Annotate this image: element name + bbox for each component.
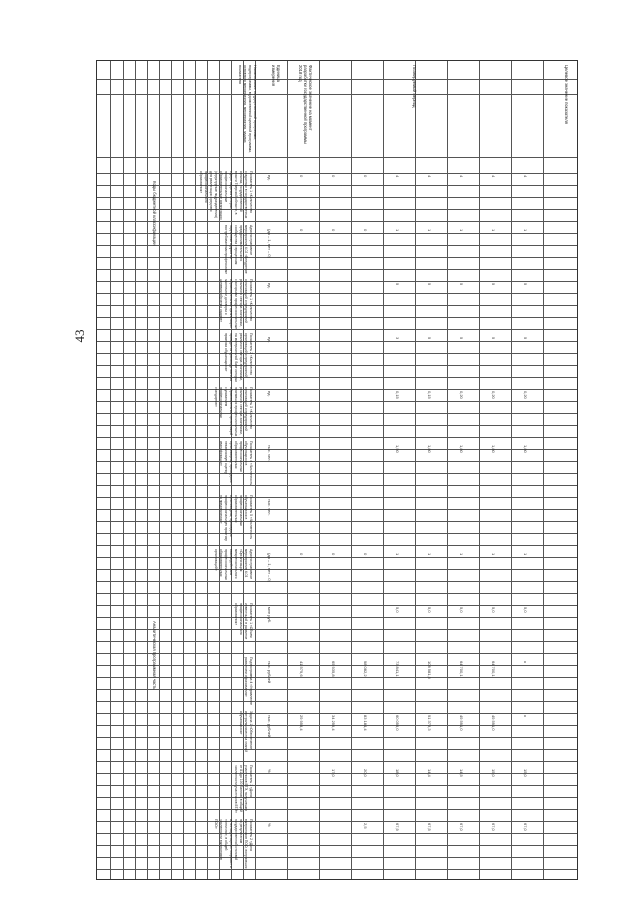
table-cell: 83 184,4 — [363, 715, 368, 731]
table-cell: 0 — [299, 229, 304, 232]
table-cell: 0 — [299, 175, 304, 178]
table-cell: тыс. чел. — [267, 499, 272, 516]
row-name: Показатель 2 «Доля выпускников ПОО, получивших по результатам государственной итоговой аттестации оценки «хорошо» и «отлично», в общей численности выпускников ПОО» — [214, 819, 253, 869]
row-name: Показатель 4 «Численность обучающихся в профессиональных образовательных организациях, прошедших независимую оценку квалификации» — [219, 441, 253, 486]
row-name: Показатель 3 «Количество организаций и предприятий реального сектора экономики, принявших профессиональных образовательных организаций с указанием профессиональных стандартов» — [214, 387, 253, 437]
table-cell: 14,5 — [459, 769, 464, 777]
table-cell: 5 — [523, 283, 528, 286]
table-cell: 20,0 — [363, 769, 368, 777]
table-cell: 108 581,5 — [427, 661, 432, 679]
table-cell: 34 259,4 — [331, 715, 336, 731]
table-cell: х — [523, 661, 528, 663]
table-cell: 29 958,4 — [299, 715, 304, 731]
table-cell: 67,5 — [427, 823, 432, 831]
table-cell: 0 — [363, 229, 368, 232]
table-cell: 0,20 — [523, 391, 528, 399]
table-cell: 1 — [523, 229, 528, 232]
table-cell: 15,0 — [491, 769, 496, 777]
table-cell: 4 — [523, 175, 528, 178]
rotated-table — [96, 60, 578, 880]
table-cell: 1 — [459, 229, 464, 232]
header-plan: Планируемый период — [412, 65, 417, 108]
row-name: Показатель 2 «Количество организаций и предприятий реального сектора экономики, на материальной базе которых проводится производственная практика обучающихся» — [224, 333, 253, 383]
table-cell: 0,20 — [459, 391, 464, 399]
table-cell: 65 935,8 — [331, 661, 336, 677]
table-cell: 1 — [427, 553, 432, 556]
header-analytical: Аналитическая программная часть — [152, 621, 157, 690]
table-cell: 1,80 — [523, 445, 528, 453]
table-cell: ед. — [267, 175, 272, 181]
table-cell: % — [267, 823, 272, 827]
table-cell: 67,9 — [395, 823, 400, 831]
table-cell: 5,0 — [395, 607, 400, 613]
table-cell: 1 — [491, 229, 496, 232]
header-unit: Единица измерения — [271, 65, 281, 87]
table-cell: 4 — [459, 175, 464, 178]
table-cell: 5,0 — [523, 607, 528, 613]
table-cell: ед. — [267, 337, 272, 343]
table-cell: % — [267, 769, 272, 773]
table-cell: 73 841,1 — [395, 661, 400, 677]
table-cell: млн руб. — [267, 607, 272, 624]
table-cell: 5 — [459, 337, 464, 340]
header-budget-codes: Коды бюджетной классификации — [152, 181, 157, 246]
row-name: Показатель 1 «Объем инвестиций в развитие профессионального образования» — [234, 603, 253, 640]
table-cell: 1 — [459, 553, 464, 556]
table-cell: 5,0 — [427, 607, 432, 613]
table-cell: 1 — [491, 553, 496, 556]
table-cell: 5,0 — [459, 607, 464, 613]
table-cell: 0,20 — [491, 391, 496, 399]
table-cell: 1,80 — [427, 445, 432, 453]
table-cell: (да – 1, нет – 0) — [267, 229, 272, 258]
table-cell: 1 — [427, 229, 432, 232]
table-cell: тыс. рублей — [267, 661, 272, 684]
table-cell: 49 591,0 — [491, 715, 496, 731]
table-cell: 5 — [491, 337, 496, 340]
table-cell: 5 — [491, 283, 496, 286]
table-cell: 0 — [331, 175, 336, 178]
table-cell: 1,50 — [395, 445, 400, 453]
table-cell: 0 — [363, 553, 368, 556]
table-cell: 5 — [427, 283, 432, 286]
row-name: Показатель 1 «Количество организаций и предприятий реального сектора экономики, с которыми профессиональные образовательные организации заключили договоры о целевом обучении кадров» — [219, 279, 253, 330]
table-cell: 1 — [395, 229, 400, 232]
table-cell: 5 — [459, 283, 464, 286]
header-actual: Фактическое значение на момент разработки государственной программы 2018 год — [298, 65, 313, 144]
table-cell: 3 — [395, 337, 400, 340]
table-cell: 1,80 — [459, 445, 464, 453]
table-cell: ед. — [267, 391, 272, 397]
table-cell: 5,0 — [491, 607, 496, 613]
table-cell: 67,0 — [459, 823, 464, 831]
table-cell: 1 — [523, 553, 528, 556]
table-cell: 0 — [331, 229, 336, 232]
row-name: Подпрограмма 4 «Управление развитием образования» — [244, 657, 253, 705]
table-cell: ед. — [267, 283, 272, 289]
table-cell: 0 — [363, 175, 368, 178]
table-cell: 4 — [427, 175, 432, 178]
table-cell: 67,0 — [523, 823, 528, 831]
table-cell: 5 — [395, 283, 400, 286]
table-cell: 49 591,0 — [459, 715, 464, 731]
table-cell: 2,5 — [363, 823, 368, 829]
table-cell: тыс. рублей — [267, 715, 272, 738]
table-cell: 5 — [427, 337, 432, 340]
table-cell: 15,0 — [523, 769, 528, 777]
table-cell: 0,15 — [395, 391, 400, 399]
table-cell: (да – 1, нет – 0) — [267, 553, 272, 582]
header-target: Целевое значение показателя — [564, 65, 569, 124]
page-number: 43 — [72, 329, 87, 343]
table-cell: 14,4 — [427, 769, 432, 777]
table-cell: 1 — [395, 553, 400, 556]
table-cell: 98 082,2 — [363, 661, 368, 677]
table-cell: тыс. чел. — [267, 445, 272, 462]
table-cell: 4 — [491, 175, 496, 178]
table-cell: 17,0 — [331, 769, 336, 777]
table-cell: 0,15 — [427, 391, 432, 399]
table-cell: 5 — [523, 337, 528, 340]
table-cell: 60 056,0 — [395, 715, 400, 731]
table-cell: 1,80 — [491, 445, 496, 453]
table-cell: 41 579,6 — [299, 661, 304, 677]
table-cell: 18,0 — [395, 769, 400, 777]
row-name: Показатель 1 «Доля участников ЕГЭ, получивших от 81 до 100 баллов, в общей численности участников ЕГЭ» — [234, 765, 253, 813]
header-name-col: Наименование государственной программы, подпрограммы, ведомственной целевой программы, основного мероприятия, мероприятия, задачи, показателя — [238, 65, 257, 154]
table-cell: 64 700,1 — [459, 661, 464, 677]
row-name: Показатель 1 «Количество созданных в государственных органах, государственной власти Тверской области, в сфере ведения которых профессиональные образовательные организации (структурные подразделения) для реализации среднего профессионального образования» — [199, 171, 253, 220]
row-name: Показатель 5 «Численность обучающихся в профессиональных образовательных организациях, прошедших профессиональную практику на предприятиях» — [219, 495, 253, 541]
table-cell: 91 373,3 — [427, 715, 432, 731]
table-cell: 67,0 — [491, 823, 496, 831]
table-cell: х — [523, 715, 528, 717]
row-name: Административное мероприятие 4.03 «Организация межрегионального взаимодействия профессиональных образовательных организаций» — [214, 549, 253, 580]
row-name: Задача 1 «Обеспечение контроля качества знаний обучающихся» — [239, 711, 253, 753]
table-cell: 0 — [331, 553, 336, 556]
table-cell: 4 — [395, 175, 400, 178]
row-name: Административное мероприятие 4.02 «Внедрение предпринимательского сообщества к процессам подготовки кадров по востребованным профессиям» — [224, 225, 253, 275]
table-cell: 64 700,1 — [491, 661, 496, 677]
table-cell: 0 — [299, 553, 304, 556]
